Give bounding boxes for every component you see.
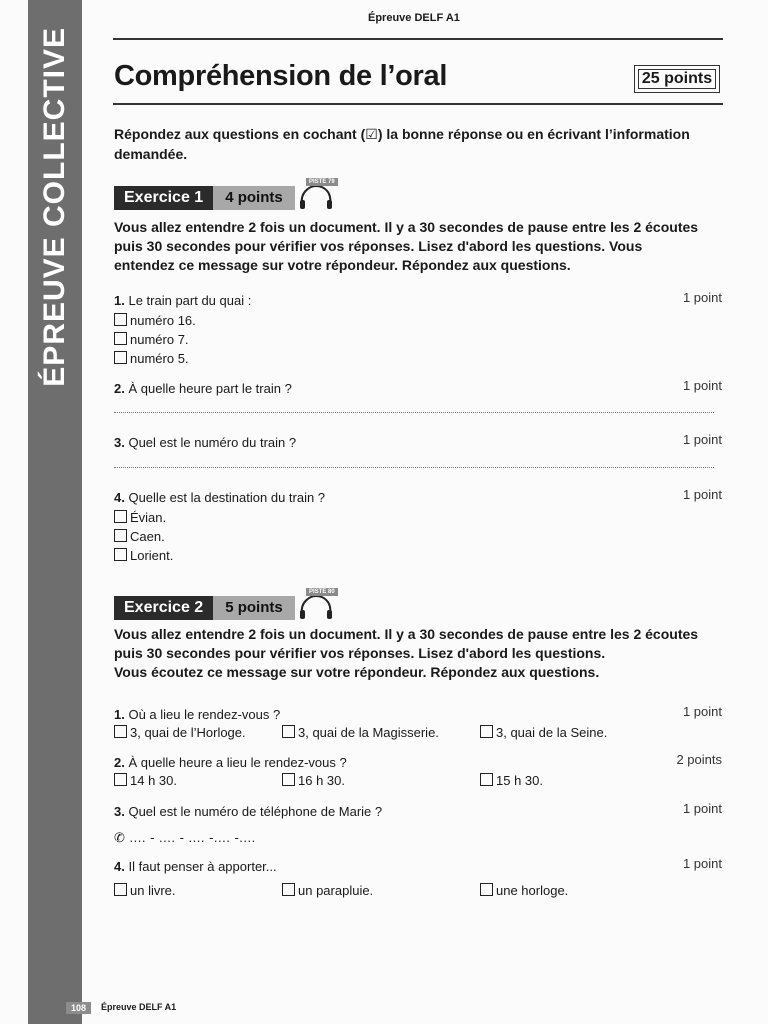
question-text: Quelle est la destination du train ? (128, 490, 326, 505)
instructions (114, 124, 714, 164)
question-number: 4. (114, 859, 125, 874)
checkbox[interactable] (282, 725, 295, 738)
checkbox[interactable] (114, 773, 127, 786)
checkbox[interactable] (114, 529, 127, 542)
ex1-question-3 (114, 433, 296, 452)
sidebar-number (38, 0, 71, 1)
instructions-after: ) la bonne réponse ou en écrivant l’information demandée. (114, 126, 690, 162)
checkbox[interactable] (114, 313, 127, 326)
ex1-question-1 (114, 291, 251, 310)
headphones-icon (296, 182, 336, 212)
checkbox-checked-icon: ☑ (365, 126, 378, 142)
checkbox[interactable] (114, 332, 127, 345)
instructions-before: Répondez aux questions en cochant ( (114, 126, 366, 142)
question-number: 1. (114, 293, 125, 308)
exercise-2-label: Exercice 2 (114, 596, 213, 620)
question-text: Il faut penser à apporter... (128, 859, 277, 874)
question-text: À quelle heure part le train ? (128, 381, 292, 396)
ex2-q1-option-2[interactable] (282, 723, 439, 742)
ex1-q1-points: 1 point (682, 290, 722, 305)
question-number: 4. (114, 490, 125, 505)
header-rule (113, 38, 723, 40)
headphones-icon (296, 592, 336, 622)
checkbox[interactable] (114, 548, 127, 561)
question-text: Où a lieu le rendez-vous ? (128, 707, 281, 722)
sidebar-label (38, 0, 72, 387)
question-number: 1. (114, 707, 125, 722)
exercise-1-piste: PISTE 79 (306, 178, 338, 186)
running-header: Épreuve DELF A1 (368, 12, 460, 24)
ex2-q2-option-2[interactable] (282, 771, 345, 790)
exercise-2-intro (114, 625, 704, 682)
option-label: numéro 5. (130, 351, 189, 366)
page-number: 108 (66, 1002, 91, 1014)
question-number: 2. (114, 755, 125, 770)
exercise-2-intro-line-2: Vous écoutez ce message sur votre répondeur. Répondez aux questions. (114, 664, 600, 680)
option-label: 3, quai de la Seine. (496, 725, 608, 740)
question-text: Le train part du quai : (128, 293, 252, 308)
checkbox[interactable] (114, 351, 127, 364)
question-number: 3. (114, 804, 125, 819)
ex2-q1-points: 1 point (682, 704, 722, 719)
option-label: un livre. (130, 883, 176, 898)
checkbox[interactable] (114, 883, 127, 896)
ex1-q4-points: 1 point (682, 487, 722, 502)
option-label: 16 h 30. (298, 773, 345, 788)
ex2-q4-option-2[interactable] (282, 881, 373, 900)
ex1-q2-answer-line[interactable] (114, 412, 714, 413)
ex2-q2-option-1[interactable] (114, 771, 177, 790)
total-points-badge (634, 65, 720, 93)
option-label: 3, quai de la Magisserie. (298, 725, 439, 740)
ex1-q4-option-1[interactable] (114, 508, 166, 527)
option-label: Caen. (130, 529, 165, 544)
question-number: 2. (114, 381, 125, 396)
ex2-q4-option-1[interactable] (114, 881, 176, 900)
option-label: Lorient. (130, 548, 174, 563)
ex1-q3-points: 1 point (682, 432, 722, 447)
ex2-question-1 (114, 705, 280, 724)
question-text: À quelle heure a lieu le rendez-vous ? (128, 755, 347, 770)
option-label: Évian. (130, 510, 167, 525)
sidebar-title: ÉPREUVE COLLECTIVE (38, 26, 71, 387)
option-label: 3, quai de l’Horloge. (130, 725, 246, 740)
question-text: Quel est le numéro de téléphone de Marie ? (128, 804, 383, 819)
exercise-2-piste: PISTE 80 (306, 588, 338, 596)
exercise-1-intro: Vous allez entendre 2 fois un document. Il y a 30 secondes de pause entre les 2 écoutes puis 30 secondes pour vérifier vos réponses. Lisez d'abord les questions. Vous entendez ce message sur votre répondeur. Répondez aux questions. (114, 219, 699, 273)
phone-number-field[interactable]: ✆ .... - .... - .... -.... -.... (114, 830, 256, 845)
ex2-q4-points: 1 point (682, 856, 722, 871)
question-number: 3. (114, 435, 125, 450)
option-label: numéro 7. (130, 332, 189, 347)
ex2-q4-option-3[interactable] (480, 881, 568, 900)
option-label: 15 h 30. (496, 773, 543, 788)
ex2-question-4 (114, 857, 277, 876)
ex2-question-2 (114, 753, 347, 772)
question-text: Quel est le numéro du train ? (128, 435, 297, 450)
option-label: 14 h 30. (130, 773, 177, 788)
exercise-1-label: Exercice 1 (114, 186, 213, 210)
footer-text: Épreuve DELF A1 (101, 1002, 177, 1012)
option-label: numéro 16. (130, 313, 196, 328)
exercise-1-header (114, 186, 295, 210)
ex2-question-3 (114, 802, 382, 821)
ex2-q3-points: 1 point (682, 801, 722, 816)
checkbox[interactable] (480, 725, 493, 738)
checkbox[interactable] (282, 883, 295, 896)
option-label: une horloge. (496, 883, 569, 898)
headphones-track-icon (296, 588, 344, 622)
exercise-2-header (114, 596, 295, 620)
exercise-2-intro-line-1: Vous allez entendre 2 fois un document. Il y a 30 secondes de pause entre les 2 écoutes puis 30 secondes pour vérifier vos réponses. Lisez d'abord les questions. (114, 626, 699, 661)
headphones-track-icon (296, 178, 344, 212)
checkbox[interactable] (480, 773, 493, 786)
ex1-q3-answer-line[interactable] (114, 467, 714, 468)
checkbox[interactable] (282, 773, 295, 786)
checkbox[interactable] (480, 883, 493, 896)
ex1-q4-option-3[interactable] (114, 546, 173, 565)
ex2-q2-option-3[interactable] (480, 771, 543, 790)
checkbox[interactable] (114, 510, 127, 523)
total-points-label: 25 points (641, 70, 713, 87)
ex1-q4-option-2[interactable] (114, 527, 165, 546)
ex1-q1-option-2[interactable] (114, 330, 189, 349)
ex1-q1-option-1[interactable] (114, 311, 196, 330)
title-rule (113, 103, 723, 105)
ex2-q2-points: 2 points (676, 752, 722, 767)
exercise-1-points: 4 points (213, 186, 295, 210)
ex2-q1-option-1[interactable] (114, 723, 246, 742)
option-label: un parapluie. (298, 883, 374, 898)
ex1-question-4 (114, 488, 325, 507)
ex1-q1-option-3[interactable] (114, 349, 189, 368)
ex1-question-2 (114, 379, 292, 398)
ex2-q1-option-3[interactable] (480, 723, 607, 742)
page-title: Compréhension de l’oral (114, 60, 448, 92)
exercise-2-points: 5 points (213, 596, 295, 620)
checkbox[interactable] (114, 725, 127, 738)
ex1-q2-points: 1 point (682, 378, 722, 393)
